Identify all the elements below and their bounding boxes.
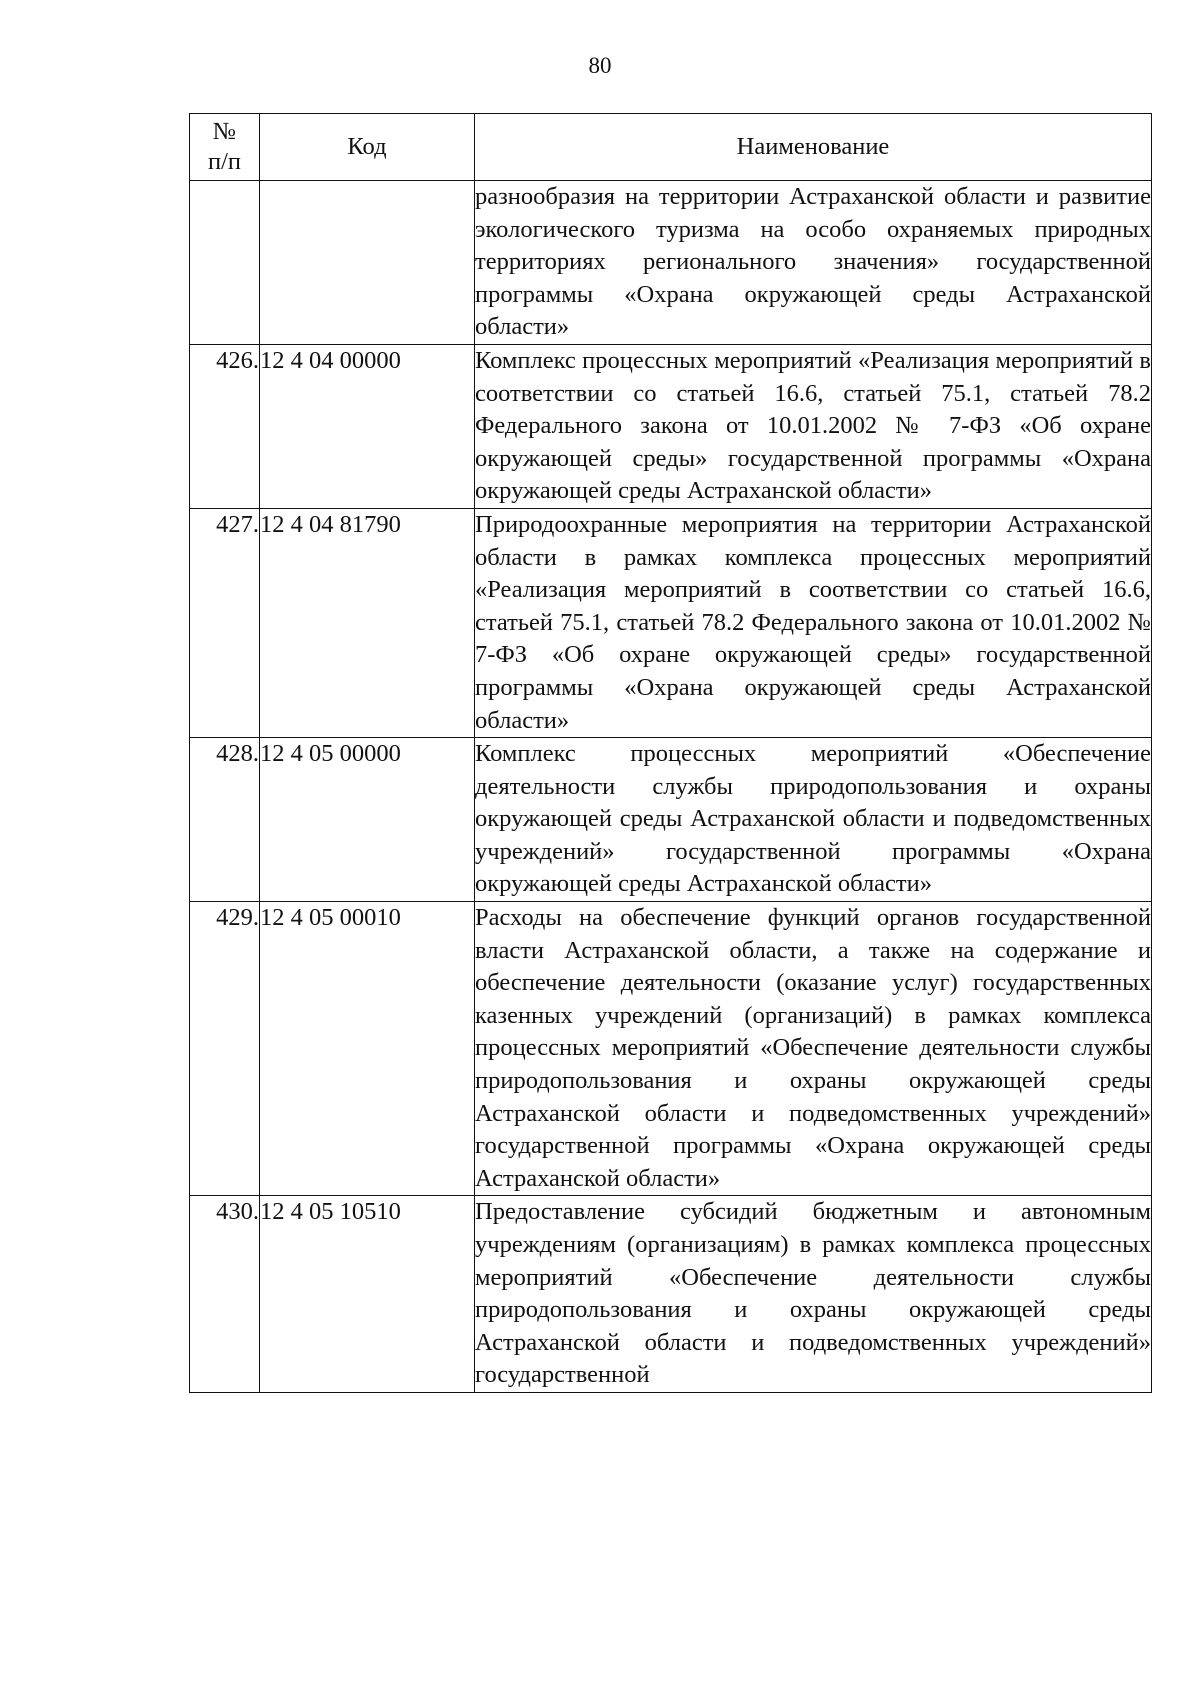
table-header-row xyxy=(190,114,1152,181)
header-name xyxy=(475,114,1152,181)
header-num xyxy=(190,114,260,181)
header-num-label: № п/п xyxy=(207,118,242,175)
row-name: Комплекс процессных мероприятий «Реализация мероприятий в соответствии со статьей 16.6, статьей 75.1, статьей 78.2 Федерального закона от 10.01.2002 № 7-ФЗ «Об охране окружающей среды» государственной программы «Охрана окружающей среды Астраханской области» xyxy=(475,344,1152,508)
header-code xyxy=(260,114,475,181)
table-row xyxy=(190,1196,1152,1393)
row-name: Комплекс процессных мероприятий «Обеспечение деятельности службы природопользования и охраны окружающей среды Астраханской области и подведомственных учреждений» государственной программы «Охрана окружающей среды Астраханской области» xyxy=(475,738,1152,902)
header-name-label: Наименование xyxy=(736,133,890,160)
row-name: Природоохранные мероприятия на территории Астраханской области в рамках комплекса процессных мероприятий «Реализация мероприятий в соответствии со статьей 16.6, статьей 75.1, статьей 78.2 Федерального закона от 10.01.2002 № 7-ФЗ «Об охране окружающей среды» государственной программы «Охрана окружающей среды Астраханской области» xyxy=(475,508,1152,737)
row-code: 12 4 05 00000 xyxy=(260,738,475,902)
row-code: 12 4 05 00010 xyxy=(260,902,475,1196)
row-code xyxy=(260,181,475,345)
table-row xyxy=(190,738,1152,902)
row-number: 428. xyxy=(190,738,260,902)
table-row xyxy=(190,181,1152,345)
row-number: 430. xyxy=(190,1196,260,1393)
row-number xyxy=(190,181,260,345)
row-name: разнообразия на территории Астраханской области и развитие экологического туризма на особо охраняемых природных территориях регионального значения» государственной программы «Охрана окружающей среды Астраханской области» xyxy=(475,181,1152,345)
row-name: Расходы на обеспечение функций органов государственной власти Астраханской области, а также на содержание и обеспечение деятельности (оказание услуг) государственных казенных учреждений (организаций) в рамках комплекса процессных мероприятий «Обеспечение деятельности службы природопользования и охраны окружающей среды Астраханской области и подведомственных учреждений» государственной программы «Охрана окружающей среды Астраханской области» xyxy=(475,902,1152,1196)
table-row xyxy=(190,508,1152,737)
header-code-label: Код xyxy=(347,133,387,160)
row-code: 12 4 04 00000 xyxy=(260,344,475,508)
row-code: 12 4 04 81790 xyxy=(260,508,475,737)
table-row xyxy=(190,344,1152,508)
row-number: 427. xyxy=(190,508,260,737)
row-number: 426. xyxy=(190,344,260,508)
row-name: Предоставление субсидий бюджетным и автономным учреждениям (организациям) в рамках комплекса процессных мероприятий «Обеспечение деятельности службы природопользования и охраны окружающей среды Астраханской области и подведомственных учреждений» государственной xyxy=(475,1196,1152,1393)
row-number: 429. xyxy=(190,902,260,1196)
budget-classification-table xyxy=(189,113,1152,1393)
page-number: 80 xyxy=(588,53,612,78)
row-code: 12 4 05 10510 xyxy=(260,1196,475,1393)
table-row xyxy=(190,902,1152,1196)
